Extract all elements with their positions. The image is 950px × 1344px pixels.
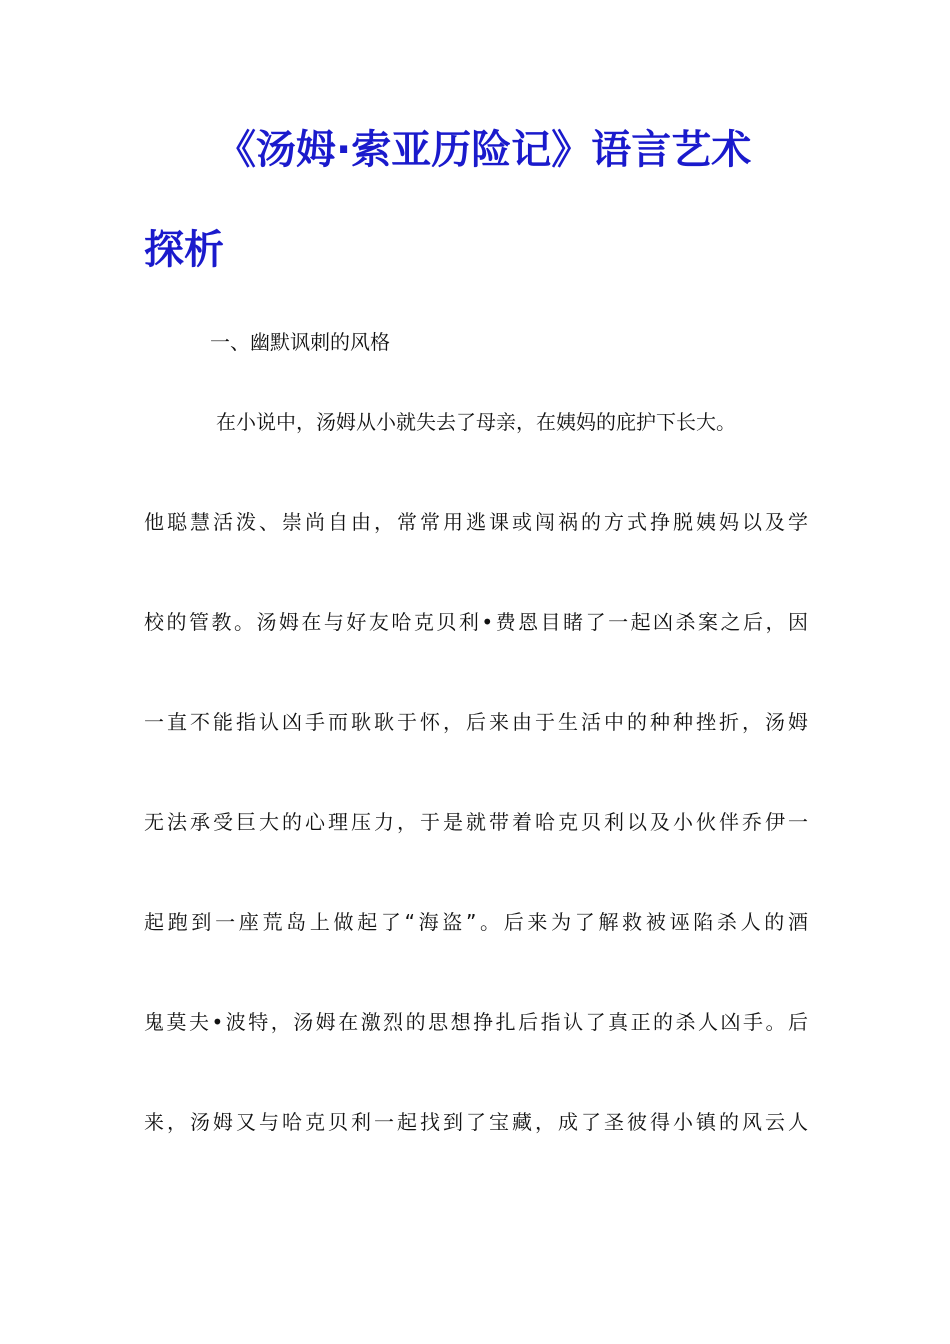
paragraph-line: 一直不能指认凶手而耿耿于怀，后来由于生活中的种种挫折，汤姆 — [144, 710, 808, 734]
paragraph-line: 鬼莫夫•波特，汤姆在激烈的思想挣扎后指认了真正的杀人凶手。后 — [144, 1010, 808, 1034]
paragraph-line: 来，汤姆又与哈克贝利一起找到了宝藏，成了圣彼得小镇的风云人 — [144, 1110, 808, 1134]
document-title-line-1: 《汤姆·索亚历险记》语言艺术 — [216, 127, 752, 173]
paragraph-line: 在小说中，汤姆从小就失去了母亲，在姨妈的庇护下长大。 — [216, 410, 736, 434]
paragraph-line: 起跑到一座荒岛上做起了“海盗”。后来为了解救被诬陷杀人的酒 — [144, 910, 808, 934]
paragraph-line: 他聪慧活泼、崇尚自由，常常用逃课或闯祸的方式挣脱姨妈以及学 — [144, 510, 808, 534]
document-title-line-2: 探析 — [144, 227, 224, 273]
paragraph-line: 校的管教。汤姆在与好友哈克贝利•费恩目睹了一起凶杀案之后，因 — [144, 610, 808, 634]
section-heading: 一、幽默讽刺的风格 — [210, 330, 390, 354]
paragraph-line: 无法承受巨大的心理压力，于是就带着哈克贝利以及小伙伴乔伊一 — [144, 810, 808, 834]
